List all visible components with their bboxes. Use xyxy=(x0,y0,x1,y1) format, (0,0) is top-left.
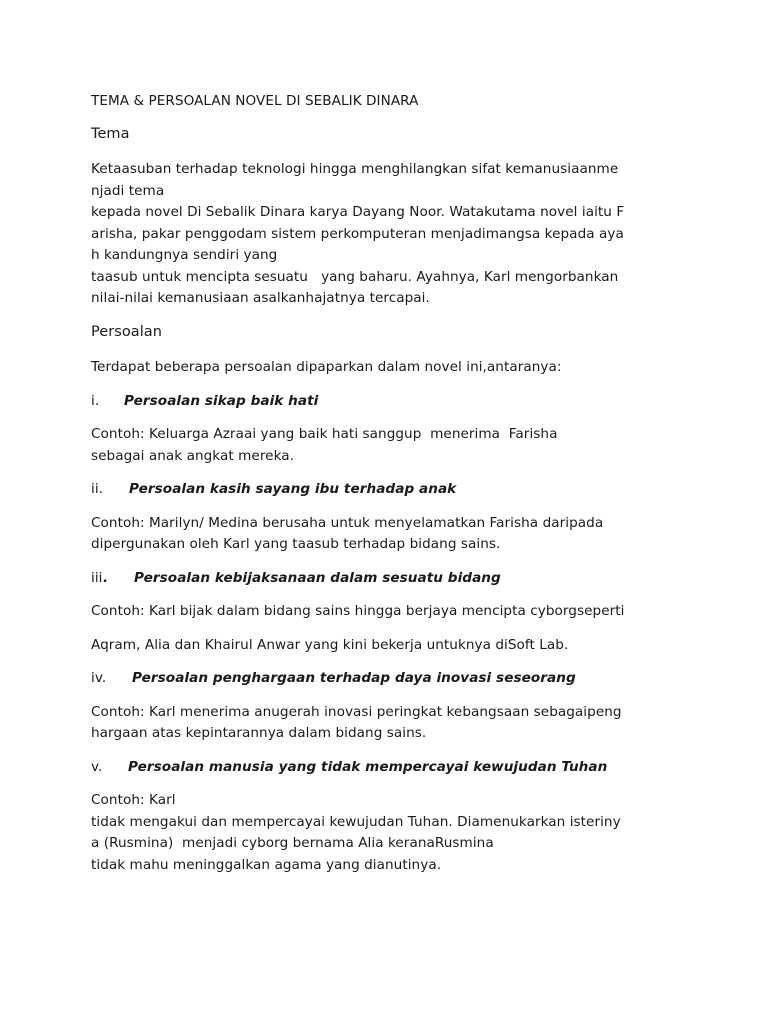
issue-example-3 xyxy=(91,601,683,623)
example-line: tidak mahu meninggalkan agama yang dianutinya. xyxy=(91,856,442,873)
example-line: Aqram, Alia dan Khairul Anwar yang kini bekerja untuknya diSoft Lab. xyxy=(91,636,569,653)
tema-line: nilai-nilai kemanusiaan asalkanhajatnya tercapai. xyxy=(91,290,430,306)
issue-number xyxy=(91,568,134,590)
persoalan-intro: Terdapat beberapa persoalan dipaparkan dalam novel ini,antaranya: xyxy=(91,359,562,375)
document-body xyxy=(91,91,683,888)
document-title: TEMA & PERSOALAN NOVEL DI SEBALIK DINARA xyxy=(91,93,419,109)
issue-number: iv. xyxy=(91,670,107,686)
example-line: tidak mengakui dan mempercayai kewujudan Tuhan. Diamenukarkan isteriny xyxy=(91,813,621,830)
issue-heading-3 xyxy=(91,568,683,590)
tema-line: h kandungnya sendiri yang xyxy=(91,247,278,263)
tema-line: taasub untuk mencipta sesuatu yang baharu. Ayahnya, Karl mengorbankan xyxy=(91,268,619,285)
example-line: Contoh: Marilyn/ Medina berusaha untuk menyelamatkan Farisha daripada xyxy=(91,514,604,531)
example-line: Contoh: Karl xyxy=(91,792,176,808)
persoalan-heading: Persoalan xyxy=(91,323,162,340)
issue-title: Persoalan kebijaksanaan dalam sesuatu bidang xyxy=(134,569,501,586)
example-line: Contoh: Karl bijak dalam bidang sains hingga berjaya mencipta cyborgseperti xyxy=(91,603,625,619)
example-line: a (Rusmina) menjadi cyborg bernama Alia keranaRusmina xyxy=(91,835,494,851)
issue-example-1 xyxy=(91,424,683,467)
issue-heading-1 xyxy=(91,391,683,413)
issue-title: Persoalan kasih sayang ibu terhadap anak xyxy=(129,481,457,497)
issue-number: v. xyxy=(91,758,103,775)
tema-paragraph xyxy=(91,159,683,310)
example-line: sebagai anak angkat mereka. xyxy=(91,447,295,464)
example-line: Contoh: Keluarga Azraai yang baik hati sanggup menerima Farisha xyxy=(91,426,558,442)
issue-number-text: iii xyxy=(91,569,103,586)
issue-number: ii. xyxy=(91,481,104,497)
tema-line: arisha, pakar penggodam sistem perkomputeran menjadimangsa kepada aya xyxy=(91,225,624,242)
issue-number: i. xyxy=(91,392,100,409)
example-line: hargaan atas kepintarannya dalam bidang sains. xyxy=(91,725,427,741)
issue-heading-2 xyxy=(91,479,683,501)
tema-line: Ketaasuban terhadap teknologi hingga menghilangkan sifat kemanusiaanme xyxy=(91,161,619,177)
example-line: Contoh: Karl menerima anugerah inovasi peringkat kebangsaan sebagaipeng xyxy=(91,703,622,720)
issue-example-4 xyxy=(91,702,683,745)
issue-heading-4 xyxy=(91,668,683,690)
issue-number-dot: . xyxy=(102,569,108,586)
issue-example-5 xyxy=(91,790,683,876)
issue-example-3-continued xyxy=(91,635,683,657)
issue-example-2 xyxy=(91,513,683,556)
example-line: dipergunakan oleh Karl yang taasub terhadap bidang sains. xyxy=(91,536,501,552)
tema-heading: Tema xyxy=(91,125,130,142)
issue-title: Persoalan penghargaan terhadap daya inovasi seseorang xyxy=(132,670,576,686)
issue-title: Persoalan manusia yang tidak mempercayai kewujudan Tuhan xyxy=(128,758,608,775)
tema-line: kepada novel Di Sebalik Dinara karya Dayang Noor. Watakutama novel iaitu F xyxy=(91,204,625,220)
issue-title: Persoalan sikap baik hati xyxy=(124,392,319,409)
issue-heading-5 xyxy=(91,757,683,779)
tema-line: njadi tema xyxy=(91,182,165,199)
